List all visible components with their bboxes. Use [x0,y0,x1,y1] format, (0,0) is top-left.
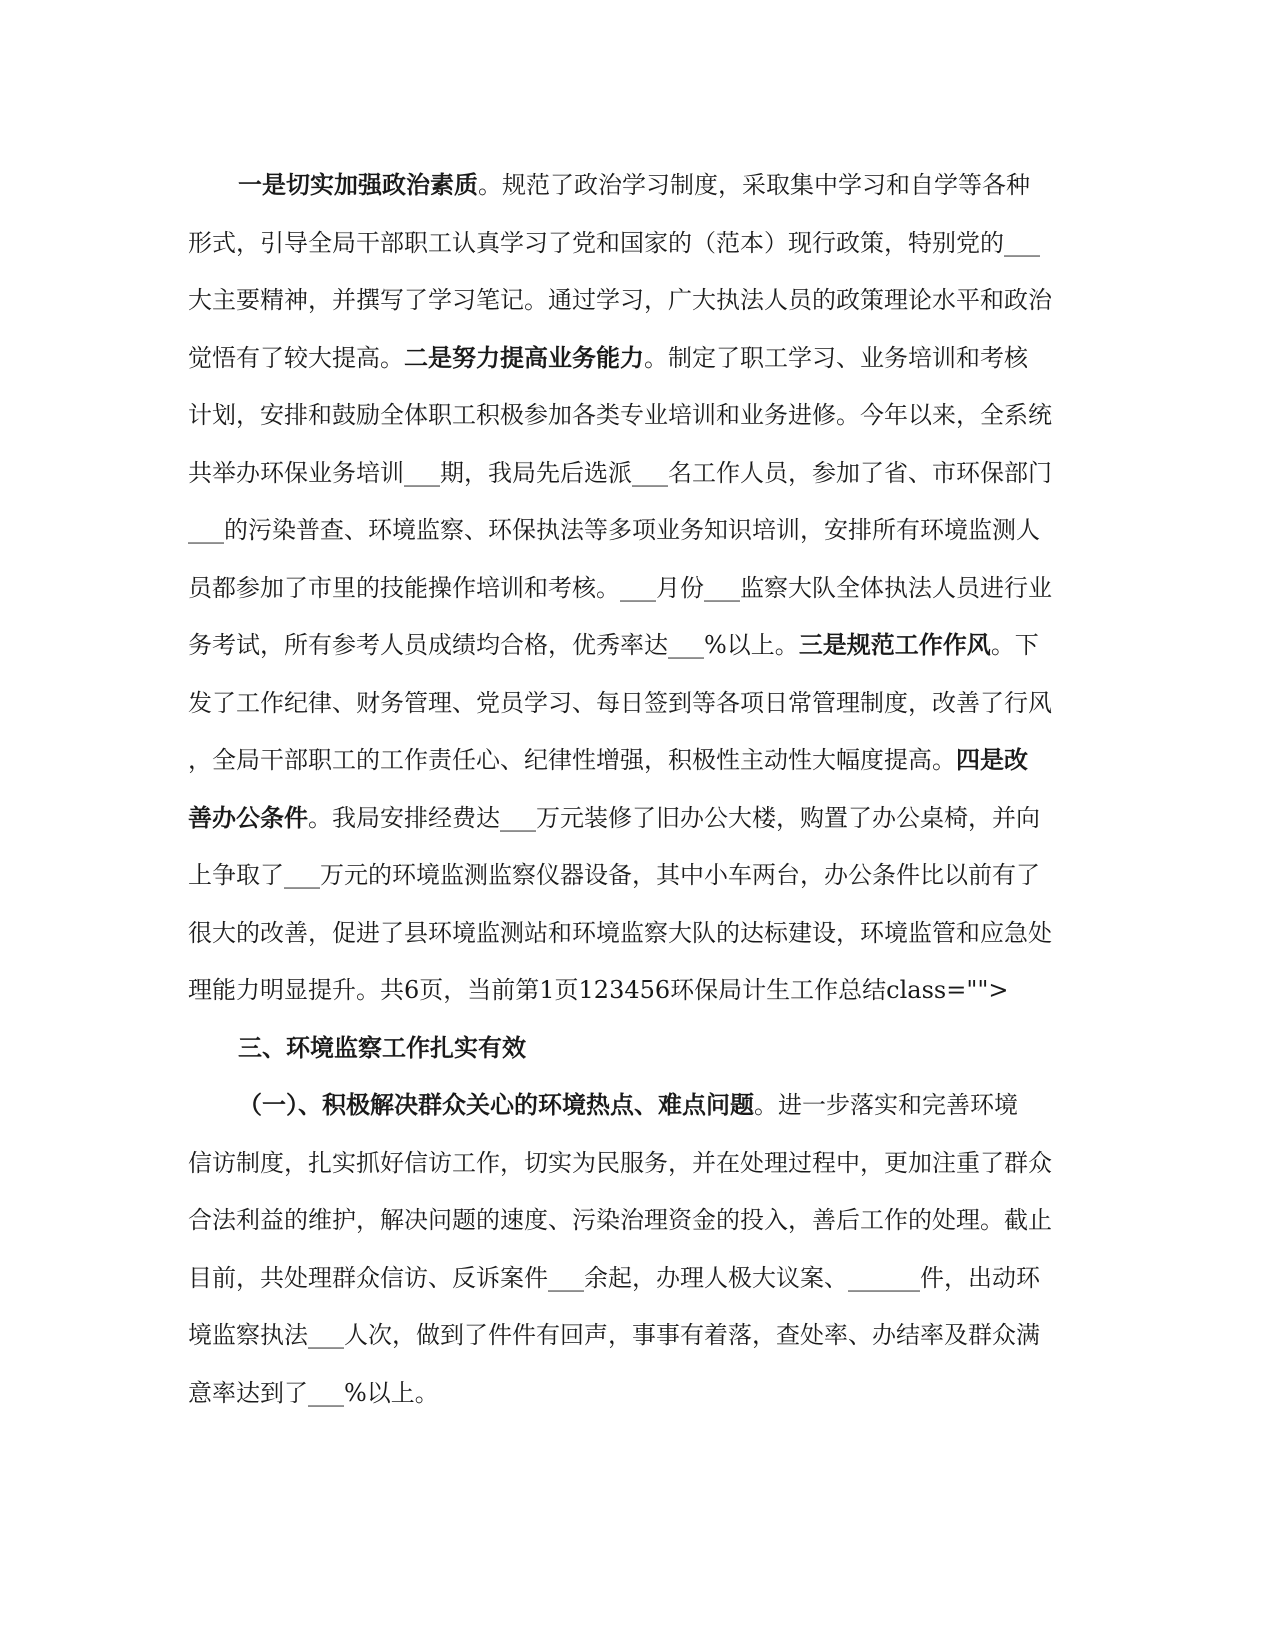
bold-lead-1: 一是切实加强政治素质 [238,170,478,199]
text: ，全局干部职工的工作责任心、纪律性增强，积极性主动性大幅度提高。 [188,746,956,774]
paragraph-2-line-3: 合法利益的维护，解决问题的速度、污染治理资金的投入，善后工作的处理。截止 [188,1206,1052,1234]
bold-lead-5: （一）、积极解决群众关心的环境热点、难点问题 [238,1090,754,1119]
paragraph-1-line-15: 理能力明显提升。共6页，当前第1页123456环保局计生工作总结class=""> [188,976,1009,1004]
text: 觉悟有了较大提高。 [188,344,404,372]
bold-lead-3: 三是规范工作作风 [798,630,991,659]
bold-lead-2: 二是努力提高业务能力 [404,343,644,372]
paragraph-1-line-14: 很大的改善，促进了县环境监测站和环境监察大队的达标建设，环境监管和应急处 [188,919,1052,947]
paragraph-1-line-9 [188,625,1039,665]
paragraph-1-line-3: 大主要精神，并撰写了学习笔记。通过学习，广大执法人员的政策理论水平和政治 [188,286,1052,314]
text: 。下 [990,631,1039,659]
paragraph-2-line-6: 意率达到了___%以上。 [188,1379,439,1407]
paragraph-1-line-2: 形式，引导全局干部职工认真学习了党和国家的（范本）现行政策，特别党的___ [188,229,1040,257]
text: 务考试，所有参考人员成绩均合格，优秀率达___%以上。 [188,631,799,659]
paragraph-2-line-1 [238,1085,1018,1125]
paragraph-1-line-8: 员都参加了市里的技能操作培训和考核。___月份___监察大队全体执法人员进行业 [188,574,1052,602]
paragraph-1-line-5: 计划，安排和鼓励全体职工积极参加各类专业培训和业务进修。今年以来，全系统 [188,401,1052,429]
text: 。进一步落实和完善环境 [754,1091,1018,1119]
section-heading: 三、环境监察工作扎实有效 [238,1033,526,1062]
text: 。规范了政治学习制度，采取集中学习和自学等各种 [478,171,1030,199]
paragraph-2-line-4: 目前，共处理群众信访、反诉案件___余起，办理人极大议案、______件，出动环 [188,1264,1040,1292]
paragraph-1-line-1 [238,165,1030,205]
paragraph-2-line-2: 信访制度，扎实抓好信访工作，切实为民服务，并在处理过程中，更加注重了群众 [188,1149,1052,1177]
paragraph-1-line-10: 发了工作纪律、财务管理、党员学习、每日签到等各项日常管理制度，改善了行风 [188,689,1052,717]
bold-lead-4a: 四是改 [956,745,1028,774]
paragraph-1-line-13: 上争取了___万元的环境监测监察仪器设备，其中小车两台，办公条件比以前有了 [188,861,1040,889]
bold-lead-4b: 善办公条件 [188,803,308,832]
paragraph-1-line-12 [188,798,1040,838]
text: 。制定了职工学习、业务培训和考核 [644,344,1028,372]
paragraph-2-line-5: 境监察执法___人次，做到了件件有回声，事事有着落，查处率、办结率及群众满 [188,1321,1040,1349]
paragraph-1-line-7: ___的污染普查、环境监察、环保执法等多项业务知识培训，安排所有环境监测人 [188,516,1040,544]
paragraph-1-line-6: 共举办环保业务培训___期，我局先后选派___名工作人员，参加了省、市环保部门 [188,459,1052,487]
paragraph-1-line-11 [188,740,1028,780]
text: 。我局安排经费达___万元装修了旧办公大楼，购置了办公桌椅，并向 [308,804,1040,832]
paragraph-1-line-4 [188,338,1028,378]
